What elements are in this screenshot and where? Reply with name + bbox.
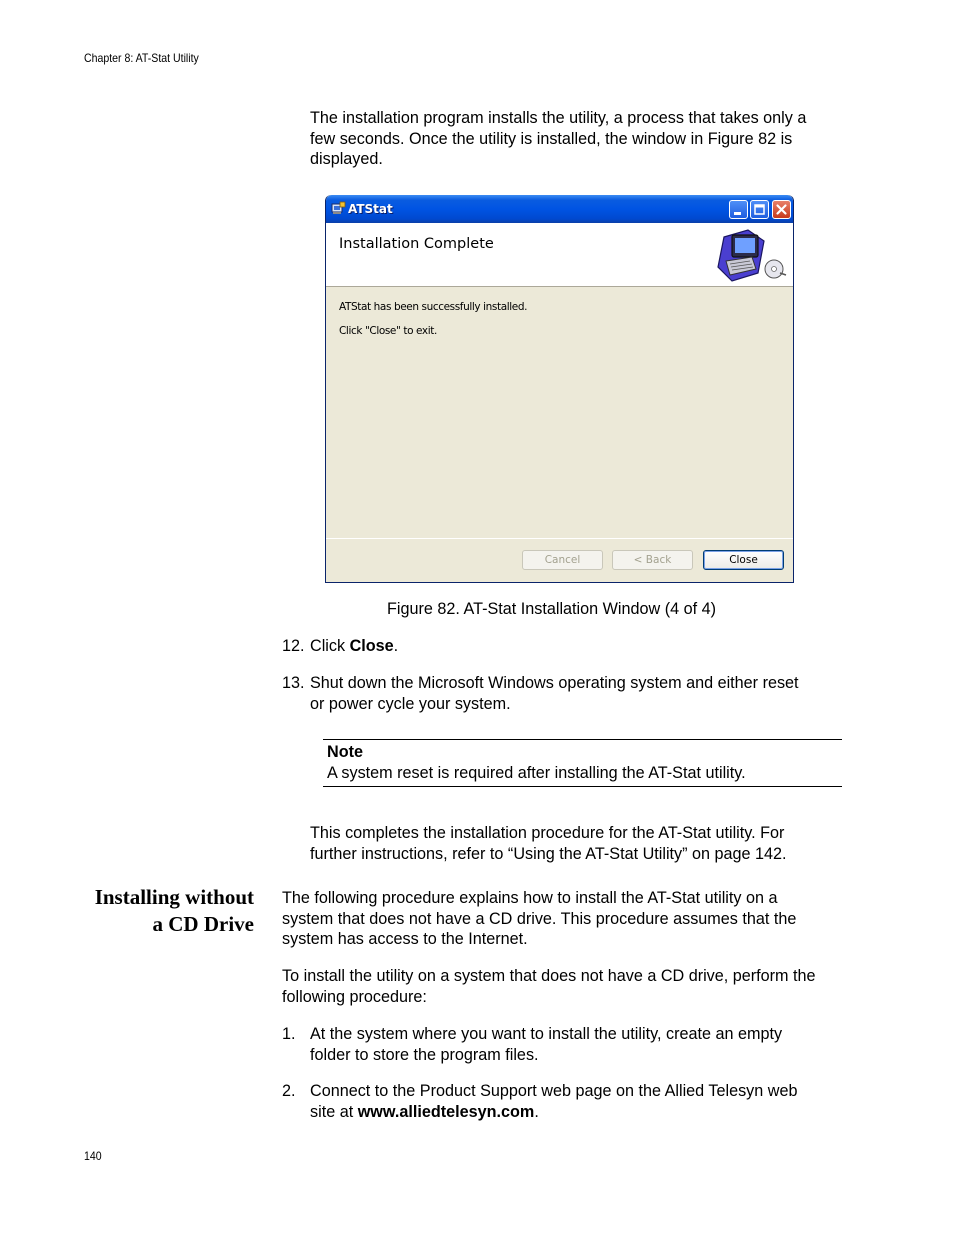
figure-caption: Figure 82. AT-Stat Installation Window (4 of 4) — [387, 600, 716, 618]
step-number: 2. — [282, 1082, 296, 1100]
step-text-part: Click — [310, 637, 350, 655]
intro-line: few seconds. Once the utility is installed, the window in Figure 82 is — [310, 129, 793, 148]
step-emphasis: Close — [349, 637, 394, 655]
step-text — [310, 1081, 797, 1122]
atstat-dialog-window — [325, 195, 794, 583]
note-bottom-rule — [323, 786, 842, 787]
section-line: system that does not have a CD drive. This procedure assumes that the — [282, 909, 797, 928]
section-paragraph — [282, 966, 816, 1007]
step-line: folder to store the program files. — [310, 1045, 539, 1064]
section-heading-line: Installing without — [94, 885, 254, 909]
step-line: Connect to the Product Support web page on the Allied Telesyn web — [310, 1082, 798, 1100]
website-link-text: www.alliedtelesyn.com — [357, 1102, 535, 1121]
note-text: A system reset is required after installing the AT-Stat utility. — [327, 764, 746, 782]
banner-title: Installation Complete — [339, 236, 494, 252]
section-line: following procedure: — [282, 987, 427, 1006]
section-heading — [80, 884, 254, 938]
maximize-button[interactable] — [750, 200, 769, 219]
step-text-part: . — [393, 637, 399, 655]
step-text — [310, 673, 799, 714]
step-number: 1. — [282, 1025, 296, 1043]
section-paragraph — [282, 888, 796, 950]
note-top-rule — [323, 739, 842, 740]
dialog-message: Click "Close" to exit. — [339, 325, 437, 337]
section-line: To install the utility on a system that does not have a CD drive, perform the — [282, 967, 816, 985]
cancel-button[interactable]: Cancel — [522, 550, 603, 570]
intro-paragraph — [310, 108, 806, 170]
computer-setup-icon — [714, 227, 788, 285]
wizard-banner — [326, 223, 793, 287]
step-line — [310, 1102, 797, 1123]
section-heading-line: a CD Drive — [152, 912, 254, 936]
window-titlebar[interactable] — [326, 195, 793, 223]
close-window-button[interactable] — [772, 200, 791, 219]
button-bar-divider — [326, 538, 793, 539]
minimize-icon — [730, 201, 747, 218]
note-label: Note — [327, 743, 363, 761]
completion-line: This completes the installation procedure for the AT-Stat utility. For — [310, 824, 785, 842]
step-line: or power cycle your system. — [310, 694, 511, 713]
close-button[interactable]: Close — [703, 550, 784, 570]
step-number: 13. — [282, 674, 305, 692]
step-text-part: site at — [310, 1102, 358, 1121]
window-title: ATStat — [348, 202, 393, 216]
step-number: 12. — [282, 637, 305, 655]
dialog-message: ATStat has been successfully installed. — [339, 301, 528, 313]
intro-line: The installation program installs the utility, a process that takes only a — [310, 109, 807, 127]
step-text — [310, 1024, 782, 1065]
app-icon — [331, 201, 346, 216]
running-head: Chapter 8: AT-Stat Utility — [84, 51, 199, 65]
step-line: Shut down the Microsoft Windows operating system and either reset — [310, 674, 799, 692]
minimize-button[interactable] — [729, 200, 748, 219]
completion-paragraph — [310, 823, 787, 864]
back-button[interactable]: < Back — [612, 550, 693, 570]
step-text-part: . — [534, 1102, 539, 1121]
section-line: The following procedure explains how to install the AT-Stat utility on a — [282, 889, 778, 907]
maximize-icon — [751, 201, 768, 218]
section-line: system has access to the Internet. — [282, 930, 528, 949]
intro-line: displayed. — [310, 150, 383, 169]
completion-line: further instructions, refer to “Using the AT-Stat Utility” on page 142. — [310, 844, 787, 863]
step-line: At the system where you want to install the utility, create an empty — [310, 1025, 783, 1043]
step-text — [310, 636, 398, 657]
close-icon — [773, 201, 790, 218]
page-number: 140 — [84, 1149, 102, 1163]
